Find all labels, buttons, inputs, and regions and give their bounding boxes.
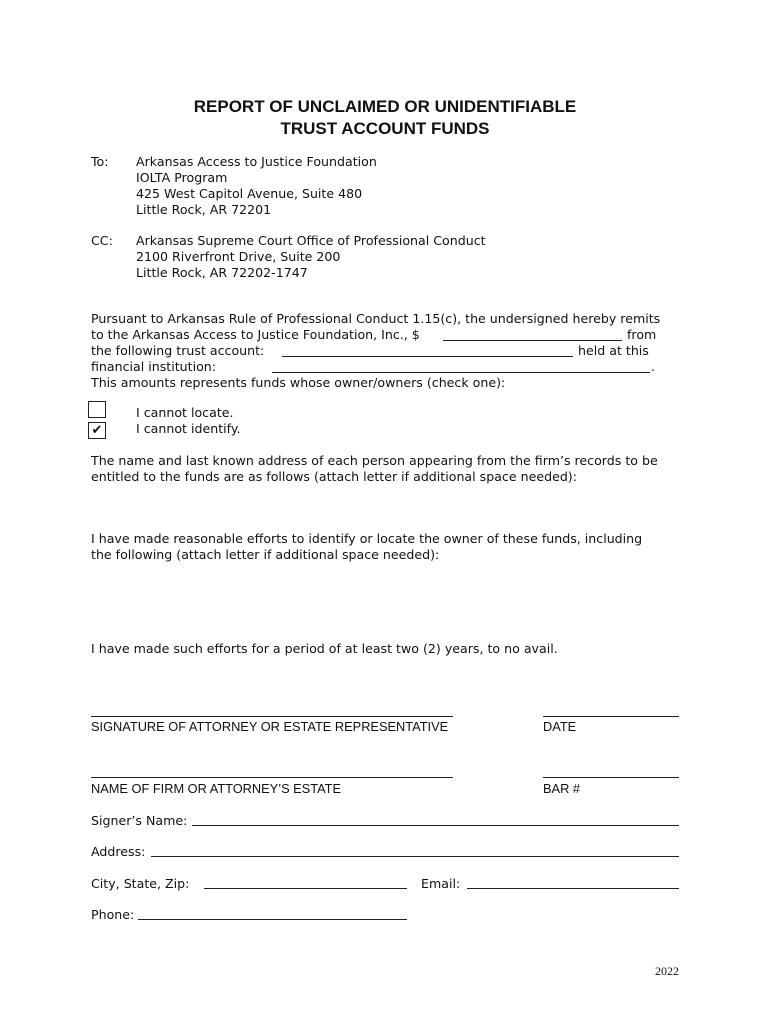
firm-name-line[interactable]	[91, 777, 453, 778]
remit-line-4-text: financial institution:	[91, 359, 217, 374]
to-line-1: Arkansas Access to Justice Foundation	[136, 154, 377, 169]
remit-line-3-held: held at this	[578, 343, 649, 358]
cc-label: CC:	[91, 233, 113, 248]
amount-field[interactable]	[443, 340, 622, 341]
checkbox-cannot-identify[interactable]: ✔	[88, 422, 106, 439]
option-cannot-identify-label: I cannot identify.	[136, 421, 241, 436]
remit-line-1: Pursuant to Arkansas Rule of Professional Conduct 1.15(c), the undersigned hereby remits	[91, 311, 661, 326]
address-label: Address:	[91, 844, 146, 859]
remit-line-4-period: .	[651, 359, 656, 374]
firm-name-label: NAME OF FIRM OR ATTORNEY’S ESTATE	[91, 781, 342, 796]
option-cannot-locate-label: I cannot locate.	[136, 405, 234, 420]
cc-line-1: Arkansas Supreme Court Office of Professional Conduct	[136, 233, 486, 248]
city-state-zip-field[interactable]	[204, 888, 407, 889]
to-label: To:	[91, 154, 109, 169]
city-state-zip-label: City, State, Zip:	[91, 876, 190, 891]
trust-account-field[interactable]	[282, 356, 573, 357]
cc-line-3: Little Rock, AR 72202-1747	[136, 265, 308, 280]
names-paragraph-line-2: entitled to the funds are as follows (attach letter if additional space needed):	[91, 469, 577, 484]
names-paragraph-line-1: The name and last known address of each person appearing from the firm’s records to be	[91, 453, 658, 468]
financial-institution-field[interactable]	[272, 372, 650, 373]
date-label: DATE	[543, 719, 577, 734]
date-line[interactable]	[543, 716, 679, 717]
efforts-paragraph-line-1: I have made reasonable efforts to identify or locate the owner of these funds, including	[91, 531, 643, 546]
phone-label: Phone:	[91, 907, 135, 922]
remit-line-2-from: from	[627, 327, 657, 342]
phone-field[interactable]	[138, 919, 407, 920]
to-line-3: 425 West Capitol Avenue, Suite 480	[136, 186, 363, 201]
remit-line-5: This amounts represents funds whose owner/owners (check one):	[91, 375, 506, 390]
efforts-paragraph-line-2: the following (attach letter if additional space needed):	[91, 547, 440, 562]
cc-line-2: 2100 Riverfront Drive, Suite 200	[136, 249, 341, 264]
signature-label: SIGNATURE OF ATTORNEY OR ESTATE REPRESENTATIVE	[91, 719, 449, 734]
checkbox-cannot-locate[interactable]	[88, 401, 106, 418]
document-title-line1: REPORT OF UNCLAIMED OR UNIDENTIFIABLE	[193, 97, 577, 116]
to-line-4: Little Rock, AR 72201	[136, 202, 272, 217]
email-label: Email:	[421, 876, 461, 891]
signature-line[interactable]	[91, 716, 453, 717]
footer-year: 2022	[655, 964, 679, 978]
address-field[interactable]	[151, 856, 679, 857]
email-field[interactable]	[467, 888, 679, 889]
bar-number-label: BAR #	[543, 781, 580, 796]
document-title-line2: TRUST ACCOUNT FUNDS	[280, 119, 490, 138]
remit-line-3-text: the following trust account:	[91, 343, 265, 358]
period-paragraph: I have made such efforts for a period of at least two (2) years, to no avail.	[91, 641, 558, 656]
bar-number-line[interactable]	[543, 777, 679, 778]
remit-line-2-text: to the Arkansas Access to Justice Foundation, Inc., $	[91, 327, 420, 342]
to-line-2: IOLTA Program	[136, 170, 228, 185]
signer-name-label: Signer’s Name:	[91, 813, 188, 828]
signer-name-field[interactable]	[192, 825, 679, 826]
